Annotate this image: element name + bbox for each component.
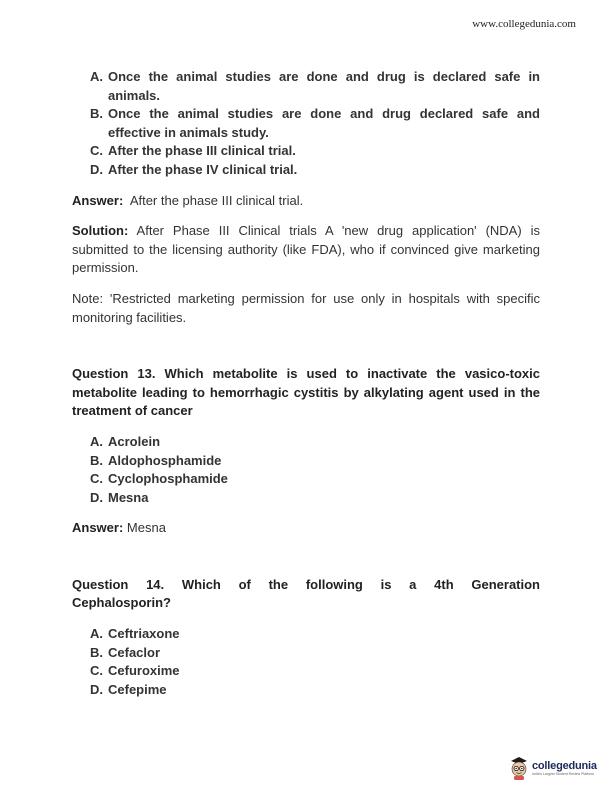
- question-13-options: [90, 433, 540, 507]
- prev-question-options: [90, 68, 540, 180]
- question-14-options: [90, 625, 540, 699]
- option-text: Cefuroxime: [108, 663, 180, 679]
- option-text: Acrolein: [108, 433, 161, 449]
- question-13: Question 13. Which metabolite is used to inactivate the vasico-toxic metabolite leading to hemorrhagic cystitis by alkylating agent used in the treatment of cancer: [72, 366, 540, 419]
- option-text: After the phase III clinical trial.: [108, 143, 296, 159]
- answer-text: Mesna: [126, 520, 166, 536]
- option-c: [90, 470, 540, 489]
- option-b: [90, 105, 540, 142]
- option-text: Cefepime: [108, 681, 167, 697]
- logo-name: collegedunia: [532, 759, 597, 772]
- option-text: After the phase IV clinical trial.: [108, 161, 298, 177]
- option-text: Cefaclor: [108, 644, 161, 660]
- option-letter: B.: [90, 644, 103, 660]
- option-letter: D.: [90, 681, 103, 697]
- option-c: [90, 142, 540, 161]
- note: Note: 'Restricted marketing permission for use only in hospitals with specific monitoring facilities.: [72, 290, 540, 325]
- answer-label: Answer:: [72, 192, 124, 208]
- option-letter: C.: [90, 143, 103, 159]
- page-content: [72, 68, 540, 699]
- option-text: Cyclophosphamide: [108, 471, 228, 487]
- option-d: [90, 161, 540, 180]
- logo-tagline: India's Largest Student Review Platform: [532, 771, 595, 776]
- answer-label: Answer:: [72, 520, 124, 536]
- option-b: [90, 644, 540, 663]
- option-letter: A.: [90, 626, 103, 642]
- site-url[interactable]: www.collegedunia.com: [472, 18, 576, 30]
- option-text: Aldophosphamide: [108, 452, 222, 468]
- option-text: Once the animal studies are done and drug declared safe and effective in animals study.: [108, 106, 540, 140]
- option-letter: B.: [90, 452, 103, 468]
- option-letter: D.: [90, 161, 103, 177]
- prev-answer: [72, 192, 540, 211]
- option-letter: A.: [90, 69, 103, 84]
- option-text: Ceftriaxone: [108, 626, 180, 642]
- option-a: [90, 68, 540, 105]
- option-b: [90, 452, 540, 471]
- option-c: [90, 662, 540, 681]
- option-letter: D.: [90, 489, 103, 505]
- solution: [72, 222, 540, 278]
- option-letter: B.: [90, 106, 103, 122]
- option-text: Mesna: [108, 489, 149, 505]
- solution-text: After Phase III Clinical trials A 'new drug application' (NDA) is submitted to the licensing authority (like FDA), who if convinced give marketing permission.: [72, 223, 540, 276]
- option-letter: C.: [90, 471, 103, 487]
- question-14: Question 14. Which of the following is a 4th Generation Cephalosporin?: [72, 576, 540, 611]
- collegedunia-logo[interactable]: [508, 752, 604, 784]
- question-13-answer: [72, 519, 540, 538]
- answer-text: After the phase III clinical trial.: [129, 192, 304, 208]
- option-a: [90, 625, 540, 644]
- mascot-icon: [508, 755, 530, 781]
- option-d: [90, 681, 540, 700]
- solution-label: Solution:: [72, 223, 129, 239]
- option-d: [90, 489, 540, 508]
- option-letter: C.: [90, 663, 103, 679]
- logo-text: [532, 760, 597, 777]
- option-letter: A.: [90, 433, 103, 449]
- option-a: [90, 433, 540, 452]
- option-text: Once the animal studies are done and drug is declared safe in animals.: [108, 69, 540, 103]
